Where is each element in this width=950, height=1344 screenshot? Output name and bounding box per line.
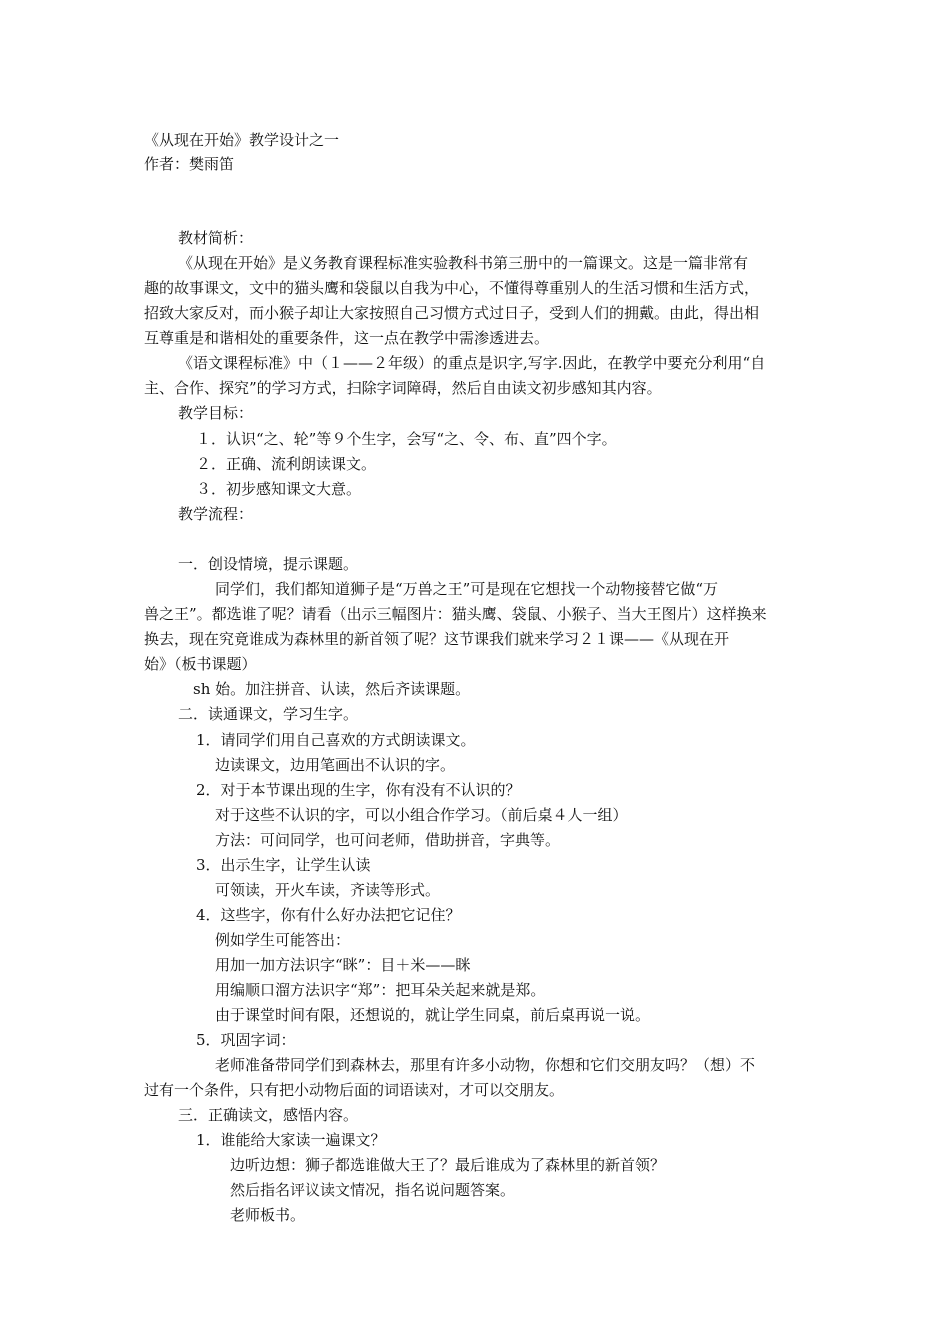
section1-para-line3: 换去，现在究竟谁成为森林里的新首领了呢？这节课我们就来学习２１课——《从现在开 bbox=[144, 630, 730, 648]
section3-item: 1．谁能给大家读一遍课文？ bbox=[196, 1131, 386, 1149]
section3-subitem: 然后指名评议读文情况，指名说问题答案。 bbox=[230, 1181, 516, 1199]
author-line: 作者：樊雨笛 bbox=[144, 155, 235, 173]
section1-note: sh 始。加注拼音、认读，然后齐读课题。 bbox=[193, 680, 471, 698]
section1-para-line4: 始》（板书课题） bbox=[144, 655, 257, 673]
goals-heading: 教学目标： bbox=[178, 404, 254, 422]
section2-subitem: 可领读，开火车读，齐读等形式。 bbox=[215, 881, 441, 899]
section3-subitem: 老师板书。 bbox=[230, 1206, 306, 1224]
section3-subitem: 边听边想：狮子都选谁做大王了？最后谁成为了森林里的新首领？ bbox=[230, 1156, 666, 1174]
analysis-heading: 教材简析： bbox=[178, 229, 254, 247]
section2-subitem: 边读课文，边用笔画出不认识的字。 bbox=[215, 756, 456, 774]
section2-item: 4．这些字，你有什么好办法把它记住？ bbox=[196, 906, 461, 924]
section2-subitem: 由于课堂时间有限，还想说的，就让学生同桌，前后桌再说一说。 bbox=[215, 1006, 651, 1024]
section2-item: 3．出示生字，让学生认读 bbox=[196, 856, 371, 874]
section2-subitem: 用加一加方法识字“眯”：目＋米——眯 bbox=[215, 956, 471, 974]
section2-subitem: 方法：可问同学，也可问老师，借助拼音，字典等。 bbox=[215, 831, 561, 849]
goal-item: ３．初步感知课文大意。 bbox=[196, 480, 362, 498]
section2-para-line2: 过有一个条件，只有把小动物后面的词语读对，才可以交朋友。 bbox=[144, 1081, 565, 1099]
analysis-para2-line2: 主、合作、探究”的学习方式，扫除字词障碍，然后自由读文初步感知其内容。 bbox=[144, 379, 662, 397]
section2-para-line1: 老师准备带同学们到森林去，那里有许多小动物，你想和它们交朋友吗？（想）不 bbox=[215, 1056, 756, 1074]
section3-title: 三．正确读文，感悟内容。 bbox=[178, 1106, 359, 1124]
goal-item: １．认识“之、轮”等９个生字，会写“之、令、布、直”四个字。 bbox=[196, 430, 617, 448]
section1-title: 一．创设情境，提示课题。 bbox=[178, 555, 359, 573]
section2-subitem: 例如学生可能答出： bbox=[215, 931, 351, 949]
document-title: 《从现在开始》教学设计之一 bbox=[144, 131, 340, 149]
section1-para-line2: 兽之王”。都选谁了呢？请看（出示三幅图片：猫头鹰、袋鼠、小猴子、当大王图片）这样换来 bbox=[144, 605, 767, 623]
section2-subitem: 用编顺口溜方法识字“郑”：把耳朵关起来就是郑。 bbox=[215, 981, 546, 999]
section2-item: 2．对于本节课出现的生字，你有没有不认识的？ bbox=[196, 781, 521, 799]
section2-item: 1．请同学们用自己喜欢的方式朗读课文。 bbox=[196, 731, 476, 749]
section2-title: 二．读通课文，学习生字。 bbox=[178, 705, 359, 723]
section2-item: 5．巩固字词： bbox=[196, 1031, 296, 1049]
process-heading: 教学流程： bbox=[178, 505, 254, 523]
goal-item: ２．正确、流利朗读课文。 bbox=[196, 455, 377, 473]
analysis-para1-line1: 《从现在开始》是义务教育课程标准实验教科书第三册中的一篇课文。这是一篇非常有 bbox=[178, 254, 749, 272]
analysis-para1-line4: 互尊重是和谐相处的重要条件，这一点在教学中需渗透进去。 bbox=[144, 329, 550, 347]
section2-subitem: 对于这些不认识的字，可以小组合作学习。（前后桌４人一组） bbox=[215, 806, 628, 824]
analysis-para1-line2: 趣的故事课文，文中的猫头鹰和袋鼠以自我为中心，不懂得尊重别人的生活习惯和生活方式， bbox=[144, 279, 760, 297]
section1-para-line1: 同学们，我们都知道狮子是“万兽之王”可是现在它想找一个动物接替它做“万 bbox=[215, 580, 719, 598]
analysis-para1-line3: 招致大家反对，而小猴子却让大家按照自己习惯方式过日子，受到人们的拥戴。由此，得出相 bbox=[144, 304, 760, 322]
analysis-para2-line1: 《语文课程标准》中（１——２年级）的重点是识字,写字.因此，在教学中要充分利用“自 bbox=[178, 354, 766, 372]
